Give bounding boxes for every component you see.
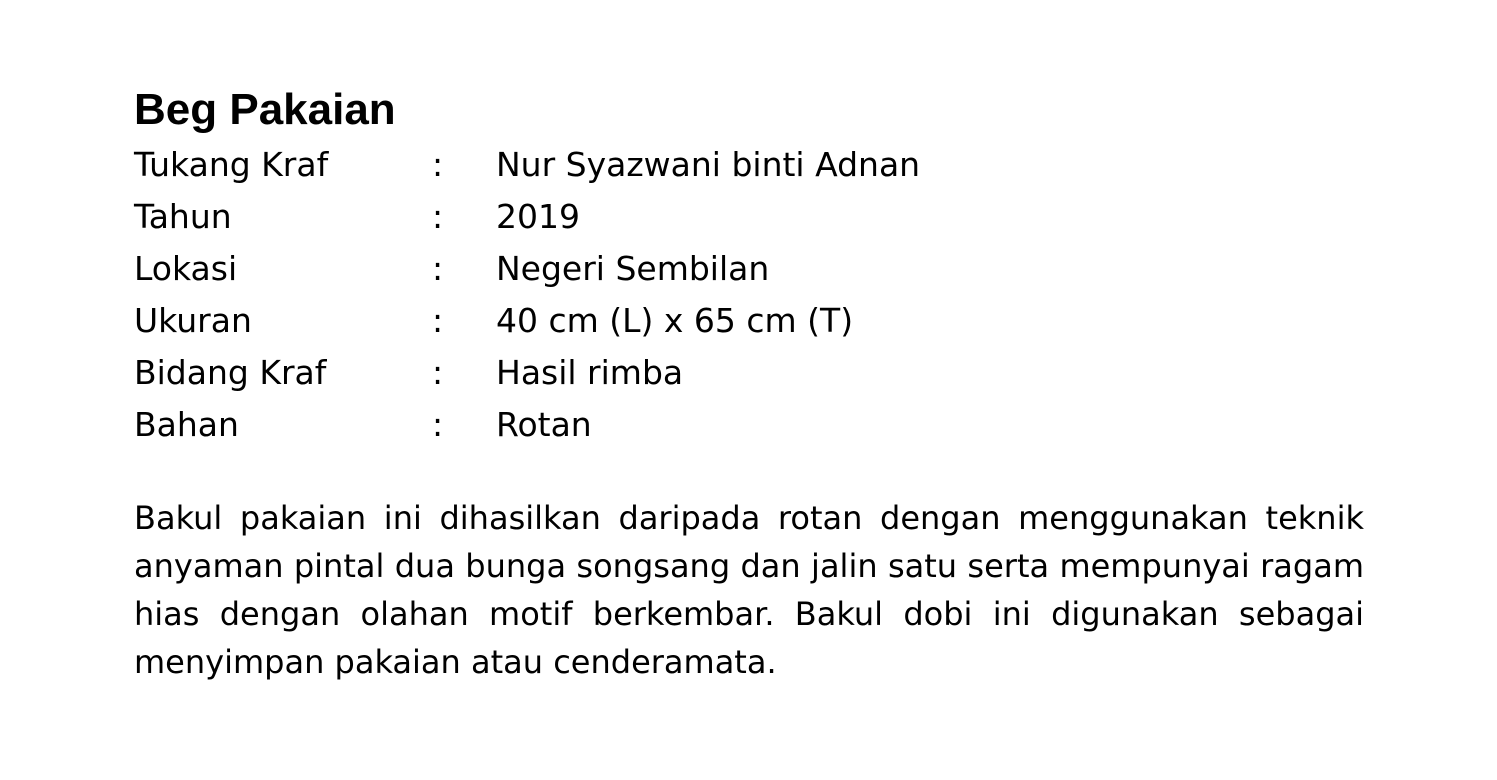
details-table [134,138,1364,450]
detail-label: Lokasi [134,248,238,288]
detail-row-bahan [134,398,1364,450]
detail-separator: : [432,404,444,444]
detail-row-lokasi [134,242,1364,294]
detail-label: Tukang Kraf [134,144,329,184]
detail-label: Ukuran [134,300,252,340]
detail-separator: : [432,196,444,236]
detail-label: Bidang Kraf [134,352,327,392]
detail-label: Bahan [134,404,239,444]
detail-separator: : [432,300,444,340]
detail-value: Rotan [496,404,592,444]
detail-row-ukuran [134,294,1364,346]
detail-row-tahun [134,190,1364,242]
detail-row-bidang-kraf [134,346,1364,398]
detail-value: 40 cm (L) x 65 cm (T) [496,300,854,340]
detail-separator: : [432,352,444,392]
detail-value: Nur Syazwani binti Adnan [496,144,921,184]
document-title: Beg Pakaian [134,85,396,134]
detail-value: Hasil rimba [496,352,684,392]
detail-separator: : [432,248,444,288]
detail-separator: : [432,144,444,184]
document-page [134,84,1364,686]
detail-row-tukang-kraf [134,138,1364,190]
description-paragraph: Bakul pakaian ini dihasilkan daripada rotan dengan menggunakan teknik anyaman pintal dua bunga songsang dan jalin satu serta mempunyai ragam hias dengan olahan motif berkembar. Bakul dobi ini digunakan sebagai menyimpan pakaian atau cenderamata. [134,499,1364,681]
detail-label: Tahun [134,196,232,236]
detail-value: 2019 [496,196,580,236]
detail-value: Negeri Sembilan [496,248,770,288]
